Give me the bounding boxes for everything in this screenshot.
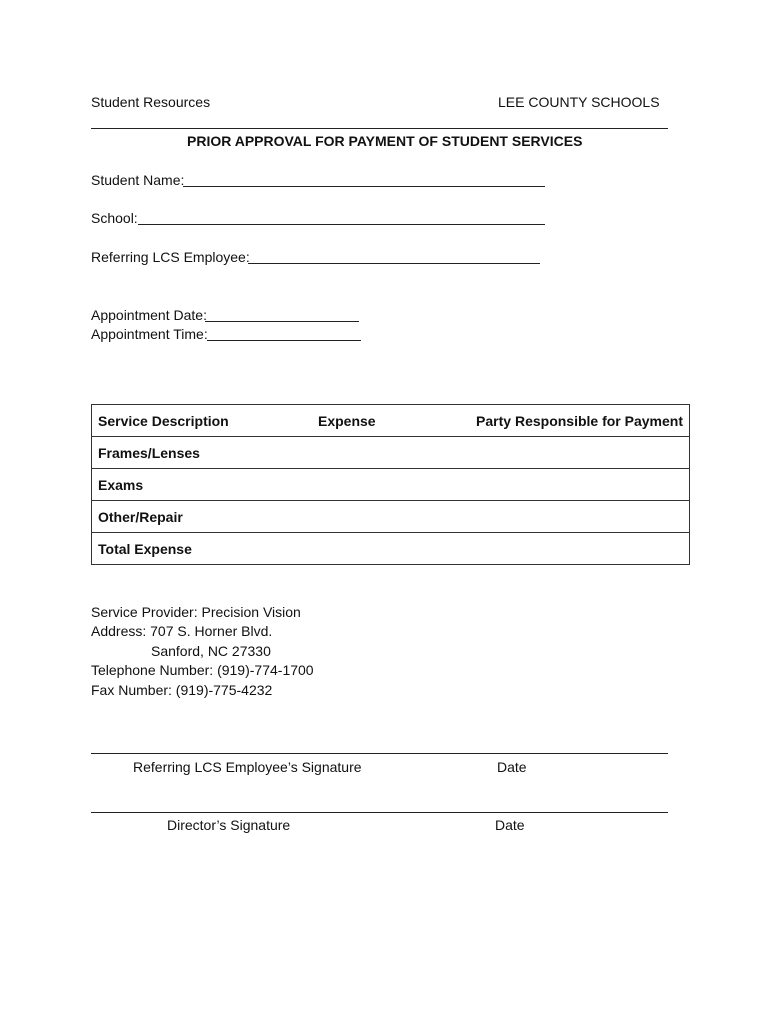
employee-signature-line[interactable] [91,753,668,754]
student-name-field[interactable] [183,186,545,187]
referring-employee-field[interactable] [248,263,540,264]
student-name-label: Student Name: [91,172,185,188]
table-row [92,501,690,533]
director-signature-line[interactable] [91,812,668,813]
appointment-date-label: Appointment Date: [91,307,207,323]
expense-cell[interactable] [312,533,454,565]
party-cell[interactable] [454,501,690,533]
director-date-label: Date [495,817,525,833]
page-title: PRIOR APPROVAL FOR PAYMENT OF STUDENT SERVICES [187,133,583,149]
referring-employee-label: Referring LCS Employee: [91,249,250,265]
header-right: LEE COUNTY SCHOOLS [498,94,660,110]
column-header-party: Party Responsible for Payment [454,405,690,437]
school-field[interactable] [138,224,545,225]
director-signature-label: Director’s Signature [167,817,291,833]
appointment-time-label: Appointment Time: [91,326,208,342]
header-left: Student Resources [91,94,211,110]
fax-text: Fax Number: (919)-775-4232 [91,682,273,698]
address-line1-text: Address: 707 S. Horner Blvd. [91,623,273,639]
row-label-other-repair: Other/Repair [92,501,313,533]
employee-date-label: Date [497,759,527,775]
column-header-service: Service Description [92,405,313,437]
header-divider [91,128,668,129]
party-cell[interactable] [454,533,690,565]
telephone-text: Telephone Number: (919)-774-1700 [91,662,314,678]
address-line2-text: Sanford, NC 27330 [151,643,271,659]
row-label-exams: Exams [92,469,313,501]
appointment-date-field[interactable] [205,321,359,322]
services-table [91,404,690,565]
row-label-total-expense: Total Expense [92,533,313,565]
service-provider-text: Service Provider: Precision Vision [91,604,301,620]
expense-cell[interactable] [312,437,454,469]
table-row [92,469,690,501]
party-cell[interactable] [454,437,690,469]
table-row [92,533,690,565]
expense-cell[interactable] [312,501,454,533]
employee-signature-label: Referring LCS Employee’s Signature [133,759,362,775]
column-header-expense: Expense [312,405,454,437]
table-header-row [92,405,690,437]
table-row [92,437,690,469]
row-label-frames: Frames/Lenses [92,437,313,469]
expense-cell[interactable] [312,469,454,501]
party-cell[interactable] [454,469,690,501]
school-label: School: [91,210,138,226]
appointment-time-field[interactable] [207,340,361,341]
